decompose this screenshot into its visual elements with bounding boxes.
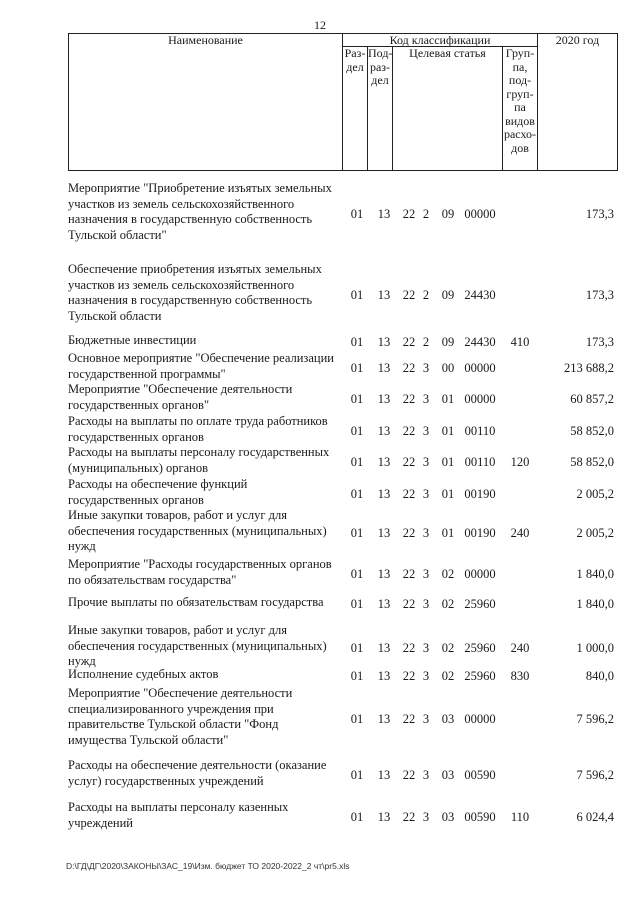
razdel-cell: 01 (350, 335, 364, 350)
row-name: Расходы на обеспечение деятельности (оказание услуг) государственных учреждений (68, 758, 327, 788)
target-part-d-cell: 24430 (464, 335, 496, 350)
target-part-b-cell: 3 (422, 640, 430, 655)
razdel-cell: 01 (350, 768, 364, 782)
row-name: Расходы на выплаты персоналу государственных (муниципальных) органов (68, 445, 330, 475)
razdel-cell: 01 (350, 810, 364, 824)
header-year: 2020 год (555, 33, 600, 47)
amount-cell: 2 005,2 (576, 525, 614, 540)
podrazdel-cell: 13 (377, 768, 391, 782)
header-target-label: Целевая статья (409, 46, 486, 60)
target-part-a-cell: 22 (402, 640, 416, 655)
podrazdel-cell: 13 (377, 487, 391, 501)
row-name: Основное мероприятие "Обеспечение реализации государственной программы" (68, 351, 334, 381)
podrazdel-cell: 13 (377, 669, 391, 684)
target-part-c-cell: 02 (441, 640, 455, 655)
podrazdel-cell: 13 (377, 361, 391, 375)
podrazdel-cell: 13 (377, 424, 391, 438)
razdel-cell: 01 (350, 669, 364, 684)
target-part-a-cell: 22 (402, 768, 416, 782)
target-part-c-cell: 02 (441, 669, 455, 684)
header-year-cell (537, 33, 618, 171)
target-part-a-cell: 22 (402, 669, 416, 684)
row-name: Мероприятие "Приобретение изъятых земельных участков из земель сельскохозяйственного назначения в государственную собственность Тульской области" (68, 181, 332, 242)
razdel-cell: 01 (350, 206, 364, 221)
target-part-a-cell: 22 (402, 525, 416, 540)
row-name: Расходы на выплаты персоналу казенных учреждений (68, 800, 289, 830)
amount-cell: 1 000,0 (576, 640, 614, 655)
row-name: Расходы на выплаты по оплате труда работников государственных органов (68, 414, 328, 444)
target-part-b-cell: 3 (422, 424, 430, 438)
target-part-a-cell: 22 (402, 597, 416, 612)
target-part-d-cell: 00590 (464, 810, 496, 824)
target-part-b-cell: 2 (422, 206, 430, 221)
target-part-b-cell: 3 (422, 455, 430, 469)
target-part-a-cell: 22 (402, 287, 416, 302)
page-number: 12 (314, 18, 326, 32)
header-podrazdel: Под- раз- дел (367, 46, 393, 171)
target-part-c-cell: 09 (441, 335, 455, 350)
target-part-a-cell: 22 (402, 810, 416, 824)
file-path-footer: D:\ГД\ДГ\2020\ЗАКОНЫ\ЗАС_19\Изм. бюджет ТО 2020-2022_2 чт\pr5.xls (66, 861, 350, 871)
row-name: Исполнение судебных актов (68, 667, 219, 681)
row-name: Бюджетные инвестиции (68, 333, 197, 347)
target-part-c-cell: 00 (441, 361, 455, 375)
header-code (342, 33, 538, 47)
target-part-b-cell: 2 (422, 335, 430, 350)
podrazdel-cell: 13 (377, 640, 391, 655)
podrazdel-cell: 13 (377, 597, 391, 612)
amount-cell: 173,3 (585, 335, 614, 350)
target-part-b-cell: 3 (422, 525, 430, 540)
target-part-d-cell: 25960 (464, 669, 496, 684)
row-name: Прочие выплаты по обязательствам государства (68, 595, 324, 609)
row-name: Мероприятие "Обеспечение деятельности специализированного учреждения при правительстве Тульской области "Фонд имущества Тульской области" (68, 686, 293, 747)
target-part-c-cell: 01 (441, 455, 455, 469)
target-part-a-cell: 22 (402, 487, 416, 501)
header-target (392, 46, 503, 171)
target-part-c-cell: 01 (441, 525, 455, 540)
expense-group-cell: 110 (510, 810, 530, 824)
amount-cell: 1 840,0 (576, 567, 614, 581)
target-part-d-cell: 25960 (464, 640, 496, 655)
target-part-d-cell: 24430 (464, 287, 496, 302)
target-part-d-cell: 00000 (464, 567, 496, 581)
razdel-cell: 01 (350, 424, 364, 438)
target-part-b-cell: 3 (422, 597, 430, 612)
target-part-d-cell: 00110 (464, 455, 496, 469)
amount-cell: 6 024,4 (576, 810, 614, 824)
header-code-label: Код классификации (389, 33, 491, 47)
target-part-b-cell: 3 (422, 392, 430, 406)
target-part-b-cell: 3 (422, 768, 430, 782)
target-part-d-cell: 00190 (464, 525, 496, 540)
expense-group-cell: 240 (510, 525, 530, 540)
target-part-a-cell: 22 (402, 361, 416, 375)
header-razdel: Раз- дел (342, 46, 368, 171)
row-name: Иные закупки товаров, работ и услуг для обеспечения государственных (муниципальных) нужд (68, 508, 327, 553)
razdel-cell: 01 (350, 487, 364, 501)
target-part-d-cell: 00190 (464, 487, 496, 501)
row-name: Расходы на обеспечение функций государственных органов (68, 477, 248, 507)
target-part-d-cell: 00000 (464, 206, 496, 221)
expense-group-cell: 410 (510, 335, 530, 350)
target-part-b-cell: 3 (422, 567, 430, 581)
target-part-d-cell: 00000 (464, 361, 496, 375)
amount-cell: 213 688,2 (564, 361, 614, 375)
razdel-cell: 01 (350, 287, 364, 302)
razdel-cell: 01 (350, 597, 364, 612)
target-part-c-cell: 03 (441, 768, 455, 782)
header-group: Груп- па, под- груп- па видов расхо- дов (502, 46, 538, 171)
row-name: Мероприятие "Обеспечение деятельности государственных органов" (68, 382, 293, 412)
podrazdel-cell: 13 (377, 810, 391, 824)
target-part-c-cell: 01 (441, 424, 455, 438)
podrazdel-cell: 13 (377, 567, 391, 581)
razdel-cell: 01 (350, 361, 364, 375)
podrazdel-cell: 13 (377, 455, 391, 469)
amount-cell: 7 596,2 (576, 711, 614, 726)
target-part-a-cell: 22 (402, 335, 416, 350)
row-name: Обеспечение приобретения изъятых земельных участков из земель сельскохозяйственного назначения в государственную собственность Тульской области (68, 262, 322, 323)
razdel-cell: 01 (350, 711, 364, 726)
target-part-a-cell: 22 (402, 455, 416, 469)
razdel-cell: 01 (350, 640, 364, 655)
target-part-b-cell: 3 (422, 361, 430, 375)
amount-cell: 1 840,0 (576, 597, 614, 612)
row-name: Мероприятие "Расходы государственных органов по обязательствам государства" (68, 557, 332, 587)
amount-cell: 7 596,2 (576, 768, 614, 782)
target-part-b-cell: 3 (422, 711, 430, 726)
row-name: Иные закупки товаров, работ и услуг для обеспечения государственных (муниципальных) нужд (68, 623, 327, 668)
target-part-a-cell: 22 (402, 567, 416, 581)
target-part-b-cell: 2 (422, 287, 430, 302)
amount-cell: 840,0 (585, 669, 614, 684)
target-part-a-cell: 22 (402, 424, 416, 438)
expense-group-cell: 830 (510, 669, 530, 684)
amount-cell: 58 852,0 (570, 424, 614, 438)
amount-cell: 58 852,0 (570, 455, 614, 469)
expense-group-cell: 240 (510, 640, 530, 655)
target-part-c-cell: 09 (441, 206, 455, 221)
target-part-c-cell: 03 (441, 810, 455, 824)
razdel-cell: 01 (350, 455, 364, 469)
header-name: Наименование (168, 33, 243, 47)
target-part-c-cell: 01 (441, 392, 455, 406)
amount-cell: 173,3 (585, 206, 614, 221)
target-part-d-cell: 00000 (464, 392, 496, 406)
target-part-c-cell: 02 (441, 567, 455, 581)
target-part-a-cell: 22 (402, 392, 416, 406)
target-part-c-cell: 01 (441, 487, 455, 501)
amount-cell: 60 857,2 (570, 392, 614, 406)
podrazdel-cell: 13 (377, 287, 391, 302)
podrazdel-cell: 13 (377, 335, 391, 350)
target-part-a-cell: 22 (402, 206, 416, 221)
target-part-c-cell: 02 (441, 597, 455, 612)
podrazdel-cell: 13 (377, 525, 391, 540)
target-part-b-cell: 3 (422, 487, 430, 501)
target-part-d-cell: 00000 (464, 711, 496, 726)
target-part-d-cell: 00110 (464, 424, 496, 438)
header-name-cell (68, 33, 343, 171)
expense-group-cell: 120 (510, 455, 530, 469)
target-part-b-cell: 3 (422, 669, 430, 684)
target-part-d-cell: 25960 (464, 597, 496, 612)
target-part-c-cell: 09 (441, 287, 455, 302)
table-header (68, 33, 618, 171)
target-part-a-cell: 22 (402, 711, 416, 726)
podrazdel-cell: 13 (377, 206, 391, 221)
podrazdel-cell: 13 (377, 392, 391, 406)
razdel-cell: 01 (350, 392, 364, 406)
razdel-cell: 01 (350, 567, 364, 581)
target-part-d-cell: 00590 (464, 768, 496, 782)
amount-cell: 2 005,2 (576, 487, 614, 501)
target-part-c-cell: 03 (441, 711, 455, 726)
razdel-cell: 01 (350, 525, 364, 540)
amount-cell: 173,3 (585, 287, 614, 302)
target-part-b-cell: 3 (422, 810, 430, 824)
podrazdel-cell: 13 (377, 711, 391, 726)
